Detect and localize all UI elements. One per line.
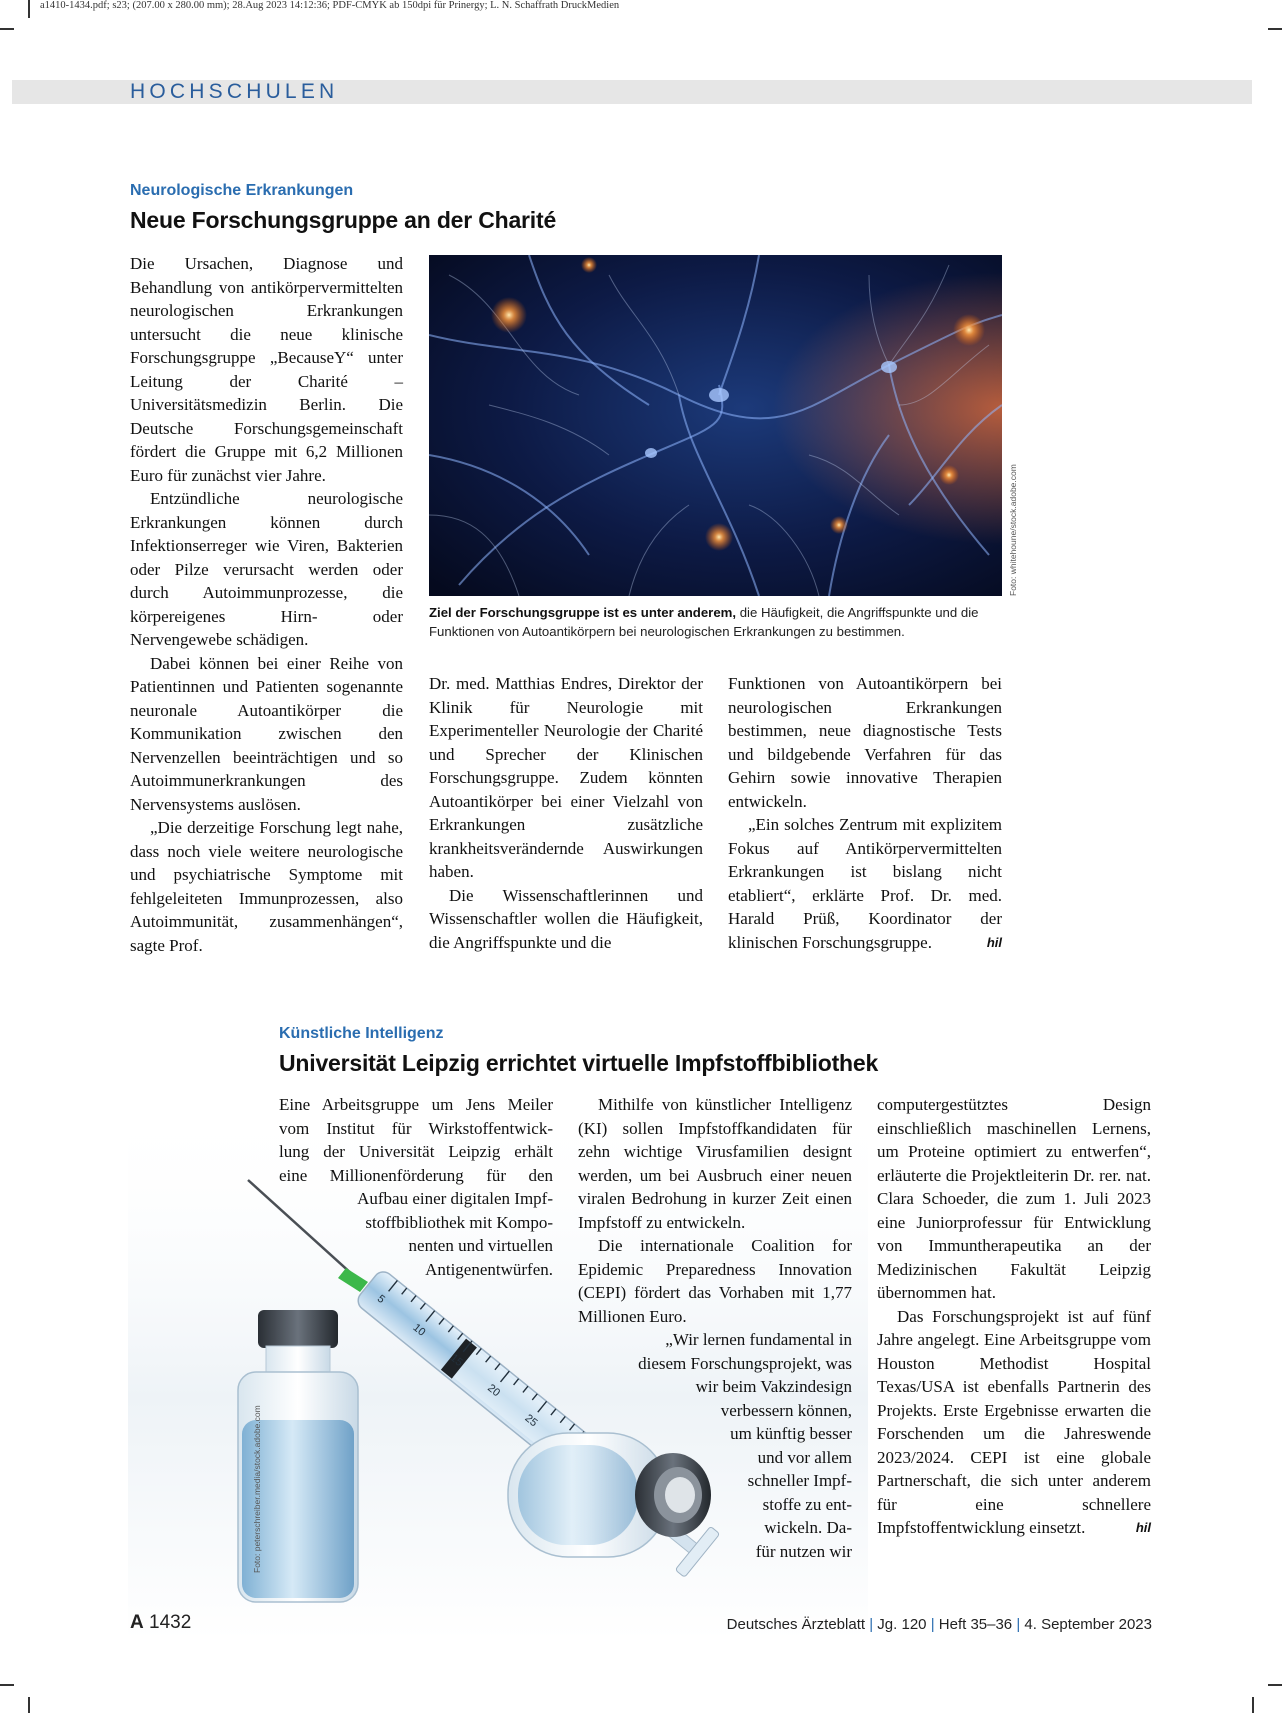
section-title: HOCHSCHULEN: [130, 80, 339, 103]
text-line: lung der Universität Leipzig erhält: [279, 1142, 553, 1161]
syringe-tick-label: 5: [374, 1292, 388, 1306]
paragraph: Funktionen von Autoantikörpern bei neurologischen Erkrankungen bestimmen, neue diagnostische Tests und bildgebende Verfahren für das Gehirn sowie innovative Therapien entwickeln.: [728, 674, 1002, 811]
paragraph-text: „Ein solches Zentrum mit explizitem Fokus auf Antikörpervermittelten Erkrankungen ist bislang nicht etabliert“, erklärte Prof. Dr. med. Harald Prüß, Koordinator der klinischen Forschungsgruppe.: [728, 815, 1002, 952]
footer-divider: |: [869, 1616, 874, 1633]
article1-signature: hil: [986, 934, 1002, 950]
text-line: stoffe zu ent-: [762, 1494, 852, 1514]
paragraph: Dabei können bei einer Reihe von Patientinnen und Patienten sogenannte neuronale Autoantikörper die Kommunikation zwischen den Nervenzellen beeinträchtigen und so Autoimmunerkrankungen des Nervensystems auslösen.: [130, 653, 403, 814]
article1-column-1: [130, 252, 403, 957]
paragraph: „Die derzeitige Forschung legt nahe, dass noch viele weitere neurologische und psychiatrische Symptome mit fehlgeleiteten Immunprozessen, also Autoimmunität, zusammenhängen“, sagte Prof.: [130, 818, 403, 955]
article1-headline: Neue Forschungsgruppe an der Charité: [130, 207, 557, 233]
article1-photo-credit: Foto: whitehoune/stock.adobe.com: [1008, 464, 1018, 596]
article1-column-3: [728, 672, 1002, 954]
article2-kicker: Künstliche Intelligenz: [279, 1025, 444, 1042]
text-line: wickeln. Da-: [764, 1518, 852, 1537]
syringe-tick-label: 25: [522, 1412, 540, 1430]
text-line: eine Millionenförderung für den: [279, 1165, 553, 1185]
caption-text: die Häufigkeit, die Angriffspunkte und die Funktionen von Autoantikörpern bei neurologischen Erkrankungen zu bestimmen.: [429, 605, 979, 639]
syringe-tick-label: 20: [485, 1382, 503, 1400]
journal-date: 4. September 2023: [1024, 1616, 1152, 1633]
caption-lead: Ziel der Forschungsgruppe ist es unter anderem,: [429, 605, 737, 620]
paragraph: computergestütztes Design einschließlich maschinellen Lernens, um Proteine optimiert zu entwerfen“, erläuterte die Projektleiterin Dr. rer. nat. Clara Schoeder, die zum 1. Juli 2023 eine Juniorprofessur für Entwicklung von Immuntherapeutika an der Medizinischen Fakultät Leipzig übernommen hat.: [877, 1095, 1151, 1302]
article2-column-1: [279, 1093, 553, 1281]
paragraph: [728, 813, 1002, 954]
text-line: Aufbau einer digitalen Impf-: [357, 1189, 553, 1208]
paragraph: Entzündliche neurologische Erkrankungen können durch Infektionserreger wie Viren, Bakterien oder Pilze verursacht werden oder durch Autoimmunprozesse, die körpereigenes Hirn- oder Nervengewebe schädigen.: [130, 489, 403, 649]
article1-caption: [429, 603, 1002, 641]
text-line: und vor allem: [757, 1447, 852, 1467]
page-number-value: 1432: [149, 1612, 192, 1633]
journal-footer: [727, 1616, 1152, 1633]
article2-column-3: [877, 1093, 1151, 1540]
footer-divider: |: [930, 1616, 935, 1633]
text-line: Antigenentwürfen.: [425, 1259, 553, 1279]
paragraph: Die Ursachen, Diagnose und Behandlung von antikörpervermittelten neurologischen Erkrankungen untersucht die neue klinische Forschungsgruppe „BecauseY“ unter Leitung der Charité – Universitätsmedizin Berlin. Die Deutsche Forschungsgemeinschaft fördert die Gruppe mit 6,2 Millionen Euro für zunächst vier Jahre.: [130, 254, 403, 485]
text-line: vom Institut für Wirkstoffentwick-: [279, 1118, 553, 1138]
article1-kicker: Neurologische Erkrankungen: [130, 182, 354, 199]
journal-name: Deutsches Ärzteblatt: [726, 1616, 866, 1633]
page-number: [130, 1612, 191, 1634]
crop-mark-bottom-left: [28, 1697, 30, 1713]
text-line: wir beim Vakzindesign: [695, 1377, 852, 1396]
crop-mark-bottom-right: [1252, 1697, 1254, 1713]
print-slug: a1410-1434.pdf; s23; (207.00 x 280.00 mm); 28.Aug 2023 14:12:36; PDF-CMYK ab 150dpi für Prinergy; L. N. Schaffrath DruckMedien: [40, 0, 620, 11]
article2-column-2: [578, 1093, 852, 1563]
paragraph: Die Wissenschaftlerinnen und Wissenschaftler wollen die Häufigkeit, die Angriffspunkte und die: [429, 885, 703, 952]
paragraph: Die internationale Coalition for Epidemic Preparedness Innovation (CEPI) fördert das Vorhaben mit 1,77 Millionen Euro.: [578, 1236, 852, 1326]
crop-mark-right-top: [1268, 28, 1282, 30]
quote-block: [578, 1328, 852, 1563]
paragraph: Mithilfe von künstlicher Intelligenz (KI) sollen Impfstoffkandidaten für zehn wichtige Virusfamilien designt werden, um bei Ausbruch einer neuen viralen Bedrohung in kurzer Zeit einen Impfstoff zu entwickeln.: [578, 1095, 852, 1232]
text-line: nenten und virtuellen: [408, 1236, 553, 1255]
text-line: „Wir lernen fundamental in: [665, 1330, 852, 1349]
neuron-image: [429, 255, 1002, 596]
page-prefix: A: [130, 1612, 144, 1633]
text-line: Eine Arbeitsgruppe um Jens Meiler: [279, 1095, 553, 1114]
syringe-tick-label: 15: [447, 1351, 465, 1369]
crop-mark-right-bottom: [1268, 1684, 1282, 1686]
text-line: diesem Forschungsprojekt, was: [638, 1353, 852, 1373]
text-line: für nutzen wir: [755, 1541, 852, 1561]
text-line: um künftig besser: [730, 1424, 852, 1443]
paragraph: [877, 1305, 1151, 1540]
paragraph: Dr. med. Matthias Endres, Direktor der Klinik für Neurologie mit Experimenteller Neurologie der Charité und Sprecher der Klinischen Forschungsgruppe. Zudem könnten Autoantikörper bei einer Vielzahl von Erkrankungen zusätzliche krankheitsverändernde Auswirkungen haben.: [429, 674, 703, 881]
neuron-illustration: [429, 255, 1002, 596]
article1-column-2: [429, 672, 703, 954]
crop-mark-left-top: [0, 28, 14, 30]
crop-mark-top-left: [28, 0, 30, 18]
text-line: stoffbibliothek mit Kompo-: [365, 1212, 553, 1232]
journal-volume: Jg. 120: [877, 1616, 927, 1633]
article2-signature: hil: [1135, 1520, 1151, 1535]
article2-photo-credit: Foto: peterschreiber.media/stock.adobe.com: [252, 1405, 262, 1573]
article2-headline: Universität Leipzig errichtet virtuelle Impfstoffbibliothek: [279, 1050, 879, 1076]
text-line: verbessern können,: [720, 1400, 852, 1420]
paragraph-text: Das Forschungsprojekt ist auf fünf Jahre angelegt. Eine Arbeitsgruppe vom Houston Methodist Hospital Texas/USA ist ebenfalls Partnerin des Projekts. Erste Ergebnisse erwarten die Forschenden um die Jahreswende 2023/2024. CEPI ist eine globale Partnerschaft, die sich unter anderem für eine schnellere Impfstoffentwicklung einsetzt.: [877, 1306, 1151, 1537]
text-line: schneller Impf-: [747, 1471, 852, 1490]
crop-mark-left-bottom: [0, 1684, 14, 1686]
syringe-tick-label: 10: [410, 1321, 428, 1339]
journal-issue: Heft 35–36: [938, 1616, 1013, 1633]
footer-divider: |: [1016, 1616, 1021, 1633]
